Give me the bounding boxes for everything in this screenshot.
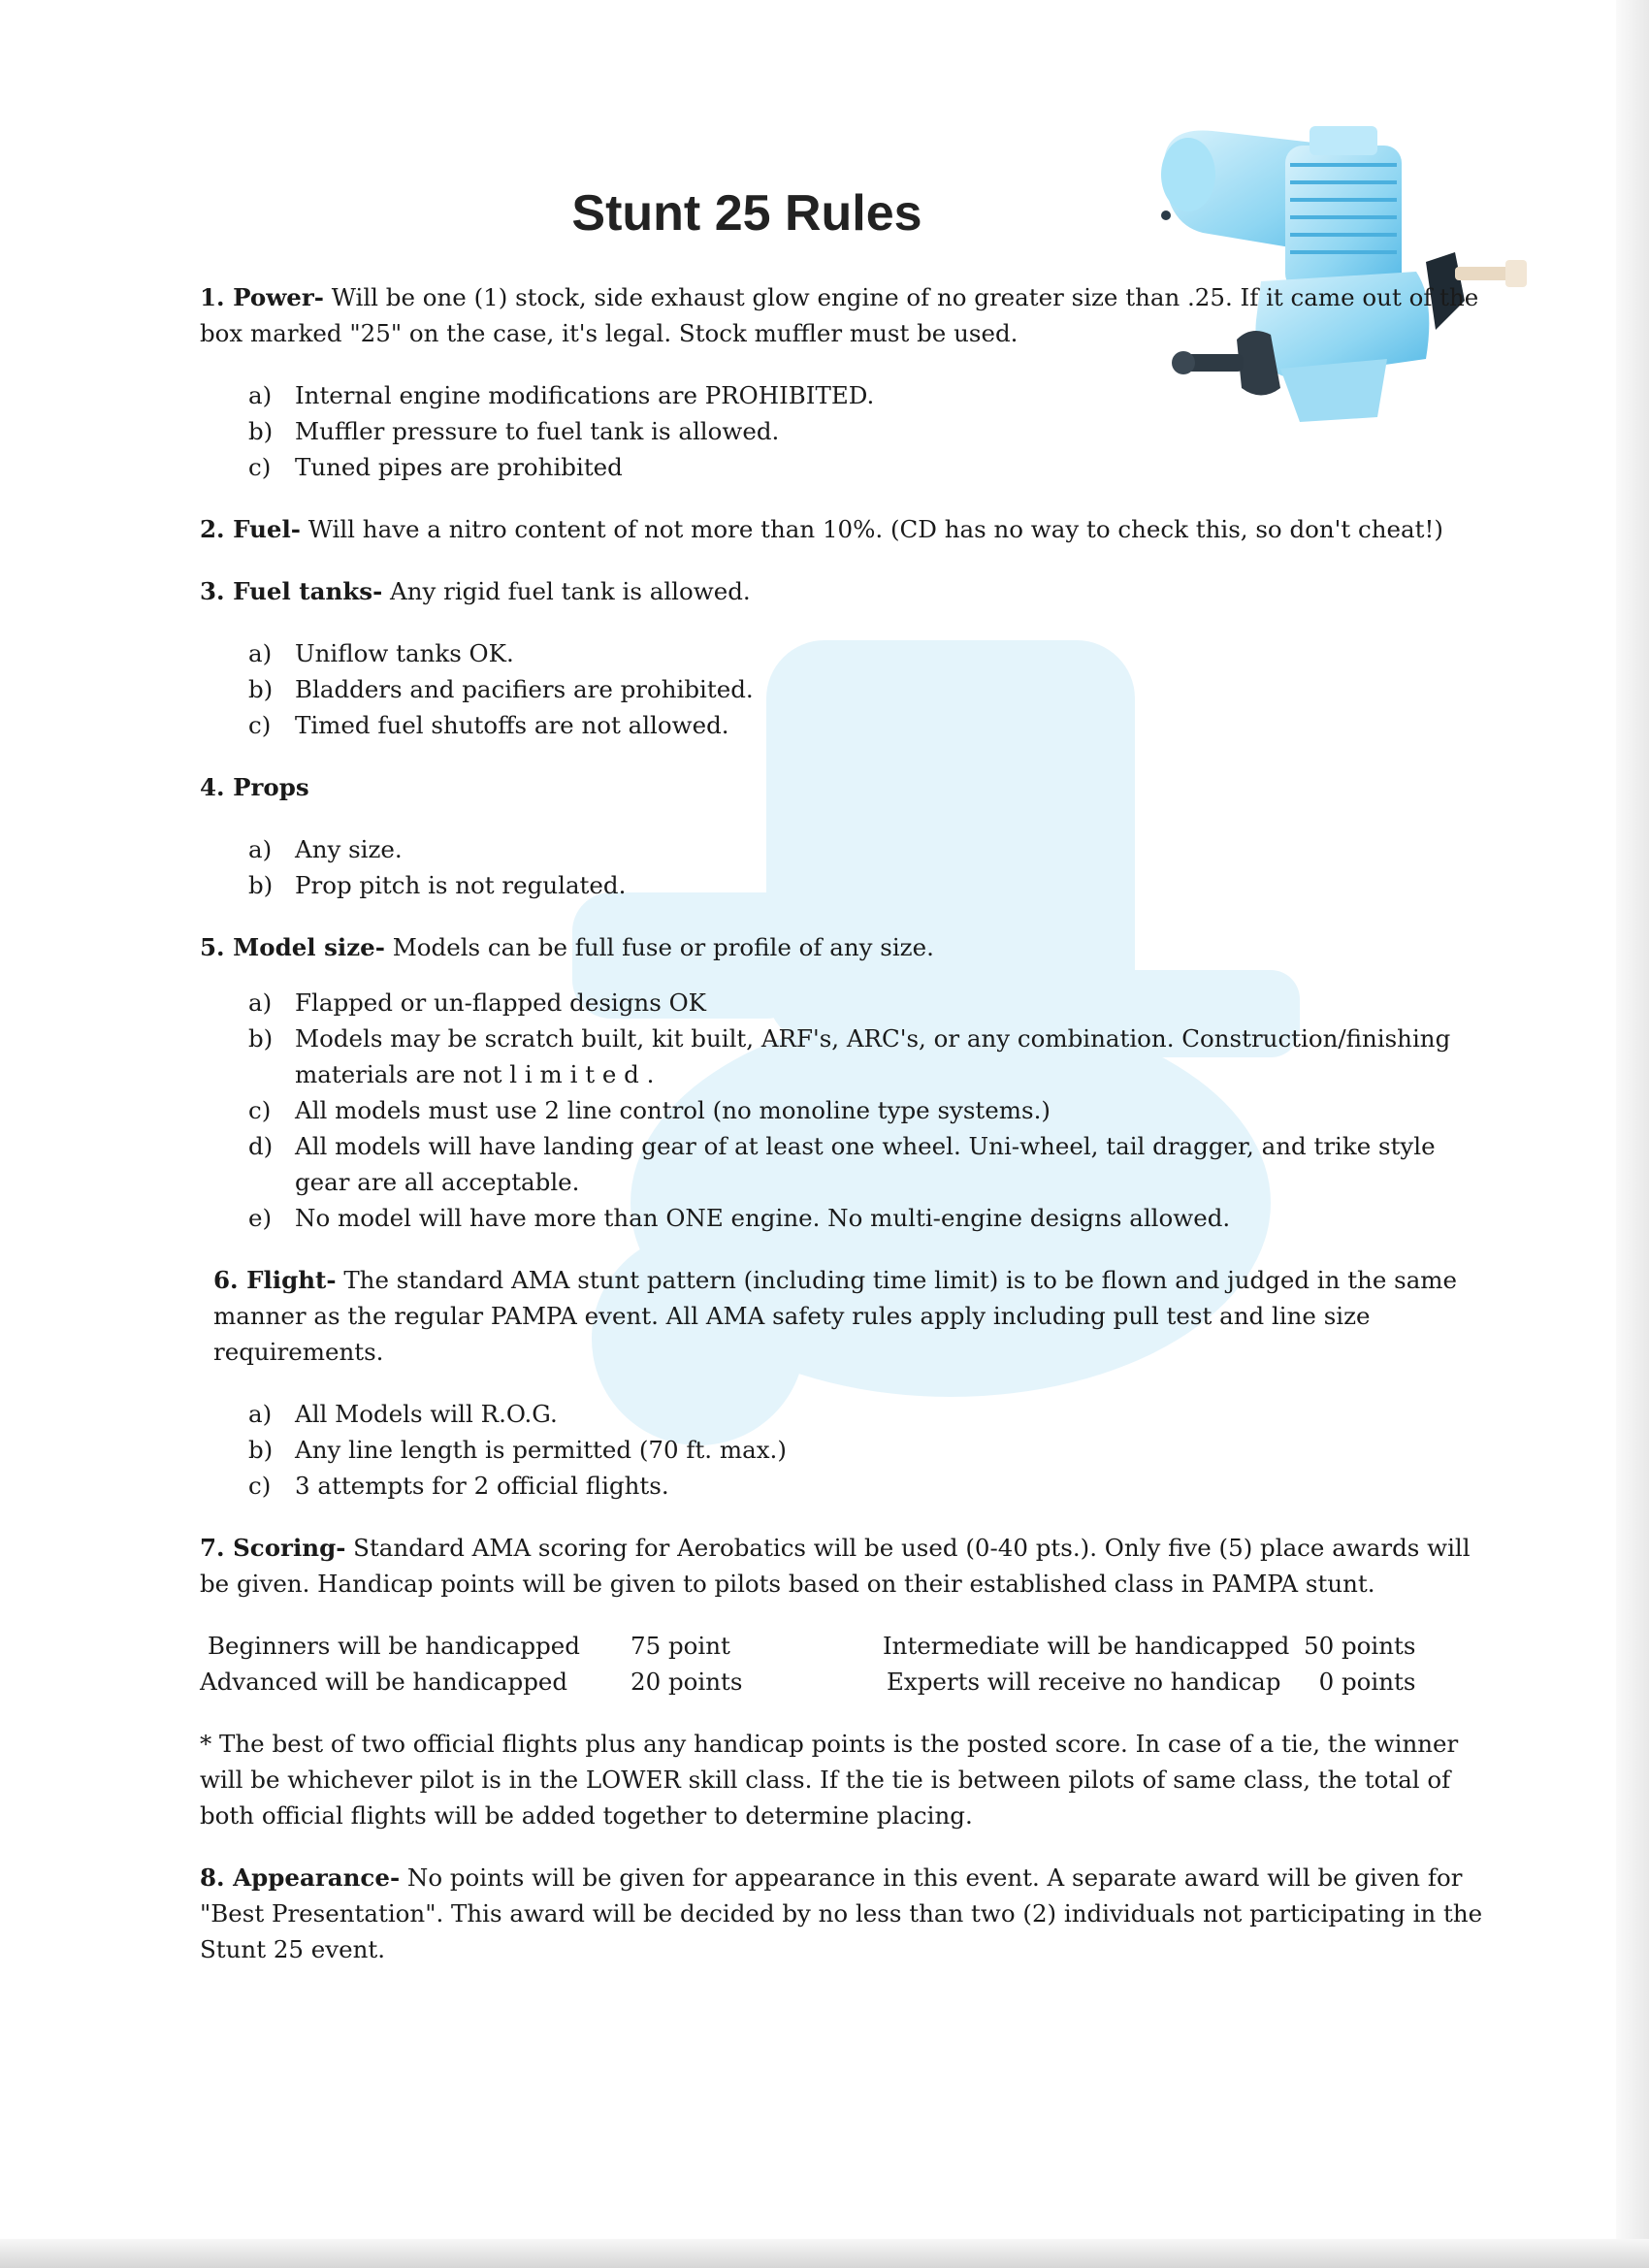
props-items <box>200 831 1490 903</box>
section-fuel <box>200 511 1490 547</box>
list-item <box>248 449 1490 485</box>
item-letter: a) <box>248 639 273 667</box>
power-items <box>200 377 1490 485</box>
table-row <box>200 1628 1415 1664</box>
section-flight-text: The standard AMA stunt pattern (including time limit) is to be flown and judged in the same manner as the regular PAMPA event. All AMA safety rules apply including pull test and line size requirements. <box>213 1266 1458 1366</box>
item-letter: b) <box>248 417 274 445</box>
list-item <box>248 867 1490 903</box>
list-item <box>248 1468 1490 1504</box>
item-text: Uniflow tanks OK. <box>295 639 514 667</box>
handicap-label: Experts will receive no handicap <box>887 1668 1281 1696</box>
item-letter: b) <box>248 1436 274 1464</box>
section-appearance-label: 8. Appearance- <box>200 1863 401 1892</box>
item-letter: a) <box>248 1400 273 1428</box>
scan-edge-right <box>1616 0 1649 2268</box>
rules-content <box>200 279 1490 1967</box>
section-props-label: 4. Props <box>200 773 309 801</box>
section-scoring-text: Standard AMA scoring for Aerobatics will be used (0-40 pts.). Only five (5) place awards will be given. Handicap points will be given to pilots based on their established class in PAMPA stunt. <box>200 1534 1471 1598</box>
item-text: Muffler pressure to fuel tank is allowed. <box>295 417 780 445</box>
handicap-label: Beginners will be handicapped <box>208 1632 580 1660</box>
item-text: No model will have more than ONE engine. No multi-engine designs allowed. <box>295 1204 1231 1232</box>
item-letter: c) <box>248 711 272 739</box>
page-title: Stunt 25 Rules <box>571 185 922 242</box>
list-item <box>248 413 1490 449</box>
item-text: All models will have landing gear of at least one wheel. Uni-wheel, tail dragger, and trike style gear are all acceptable. <box>295 1132 1436 1196</box>
handicap-table <box>200 1628 1415 1700</box>
section-fuel-tanks-label: 3. Fuel tanks- <box>200 577 383 605</box>
section-fuel-text: Will have a nitro content of not more than 10%. (CD has no way to check this, so don't cheat!) <box>300 515 1443 543</box>
item-letter: d) <box>248 1132 274 1160</box>
model-size-items <box>200 985 1490 1236</box>
item-letter: a) <box>248 381 273 409</box>
scoring-note: * The best of two official flights plus any handicap points is the posted score. In case of a tie, the winner will be whichever pilot is in the LOWER skill class. If the tie is between pilots of same class, the total of both official flights will be added together to determine placing. <box>200 1730 1459 1830</box>
item-letter: c) <box>248 453 272 481</box>
section-fuel-label: 2. Fuel- <box>200 515 301 543</box>
list-item <box>248 1021 1490 1092</box>
list-item <box>248 831 1490 867</box>
section-appearance-text: No points will be given for appearance in this event. A separate award will be given for "Best Presentation". This award will be decided by no less than two (2) individuals not participating in the Stunt 25 event. <box>200 1863 1483 1963</box>
item-text: Prop pitch is not regulated. <box>295 871 627 899</box>
handicap-points: 50 points <box>1304 1632 1416 1660</box>
handicap-label: Intermediate will be handicapped <box>883 1632 1290 1660</box>
list-item <box>248 377 1490 413</box>
table-row <box>200 1664 1415 1700</box>
handicap-label: Advanced will be handicapped <box>200 1668 568 1696</box>
item-letter: a) <box>248 835 273 863</box>
section-model-size-label: 5. Model size- <box>200 933 385 961</box>
section-fuel-tanks <box>200 573 1490 609</box>
section-model-size <box>200 929 1490 965</box>
item-text: Timed fuel shutoffs are not allowed. <box>295 711 729 739</box>
item-text: Internal engine modifications are PROHIBITED. <box>295 381 875 409</box>
section-flight-label: 6. Flight- <box>213 1266 337 1294</box>
handicap-points: 20 points <box>630 1668 743 1696</box>
list-item <box>248 1200 1490 1236</box>
item-letter: c) <box>248 1096 272 1124</box>
list-item <box>248 671 1490 707</box>
item-letter: b) <box>248 871 274 899</box>
fuel-tanks-items <box>200 635 1490 743</box>
item-text: Any line length is permitted (70 ft. max.) <box>295 1436 787 1464</box>
list-item <box>248 635 1490 671</box>
item-text: 3 attempts for 2 official flights. <box>295 1472 669 1500</box>
list-item <box>248 985 1490 1021</box>
section-scoring <box>200 1530 1490 1602</box>
item-letter: a) <box>248 988 273 1017</box>
handicap-points: 75 point <box>630 1632 730 1660</box>
section-scoring-label: 7. Scoring- <box>200 1534 346 1562</box>
item-text: Tuned pipes are prohibited <box>295 453 623 481</box>
section-model-size-text: Models can be full fuse or profile of any size. <box>384 933 934 961</box>
item-text: Models may be scratch built, kit built, ARF's, ARC's, or any combination. Construction/finishing materials are not l i m i t e d . <box>295 1024 1451 1088</box>
scan-edge-bottom <box>0 2239 1649 2268</box>
item-text: Any size. <box>295 835 403 863</box>
section-props <box>200 769 1490 805</box>
list-item <box>248 1396 1490 1432</box>
section-power-label: 1. Power- <box>200 283 324 311</box>
item-text: All Models will R.O.G. <box>295 1400 558 1428</box>
section-power-text: Will be one (1) stock, side exhaust glow engine of no greater size than .25. If it came out of the box marked "25" on the case, it's legal. Stock muffler must be used. <box>200 283 1479 347</box>
list-item <box>248 1432 1490 1468</box>
section-appearance <box>200 1860 1490 1967</box>
section-power <box>200 279 1490 351</box>
item-letter: e) <box>248 1204 273 1232</box>
item-letter: b) <box>248 675 274 703</box>
list-item <box>248 707 1490 743</box>
handicap-points: 0 points <box>1318 1668 1416 1696</box>
flight-items <box>200 1396 1490 1504</box>
item-text: Bladders and pacifiers are prohibited. <box>295 675 754 703</box>
item-letter: b) <box>248 1024 274 1053</box>
section-flight <box>200 1262 1490 1370</box>
list-item <box>248 1128 1490 1200</box>
item-text: All models must use 2 line control (no monoline type systems.) <box>295 1096 1051 1124</box>
section-fuel-tanks-text: Any rigid fuel tank is allowed. <box>382 577 751 605</box>
item-text: Flapped or un-flapped designs OK <box>295 988 706 1017</box>
item-letter: c) <box>248 1472 272 1500</box>
list-item <box>248 1092 1490 1128</box>
